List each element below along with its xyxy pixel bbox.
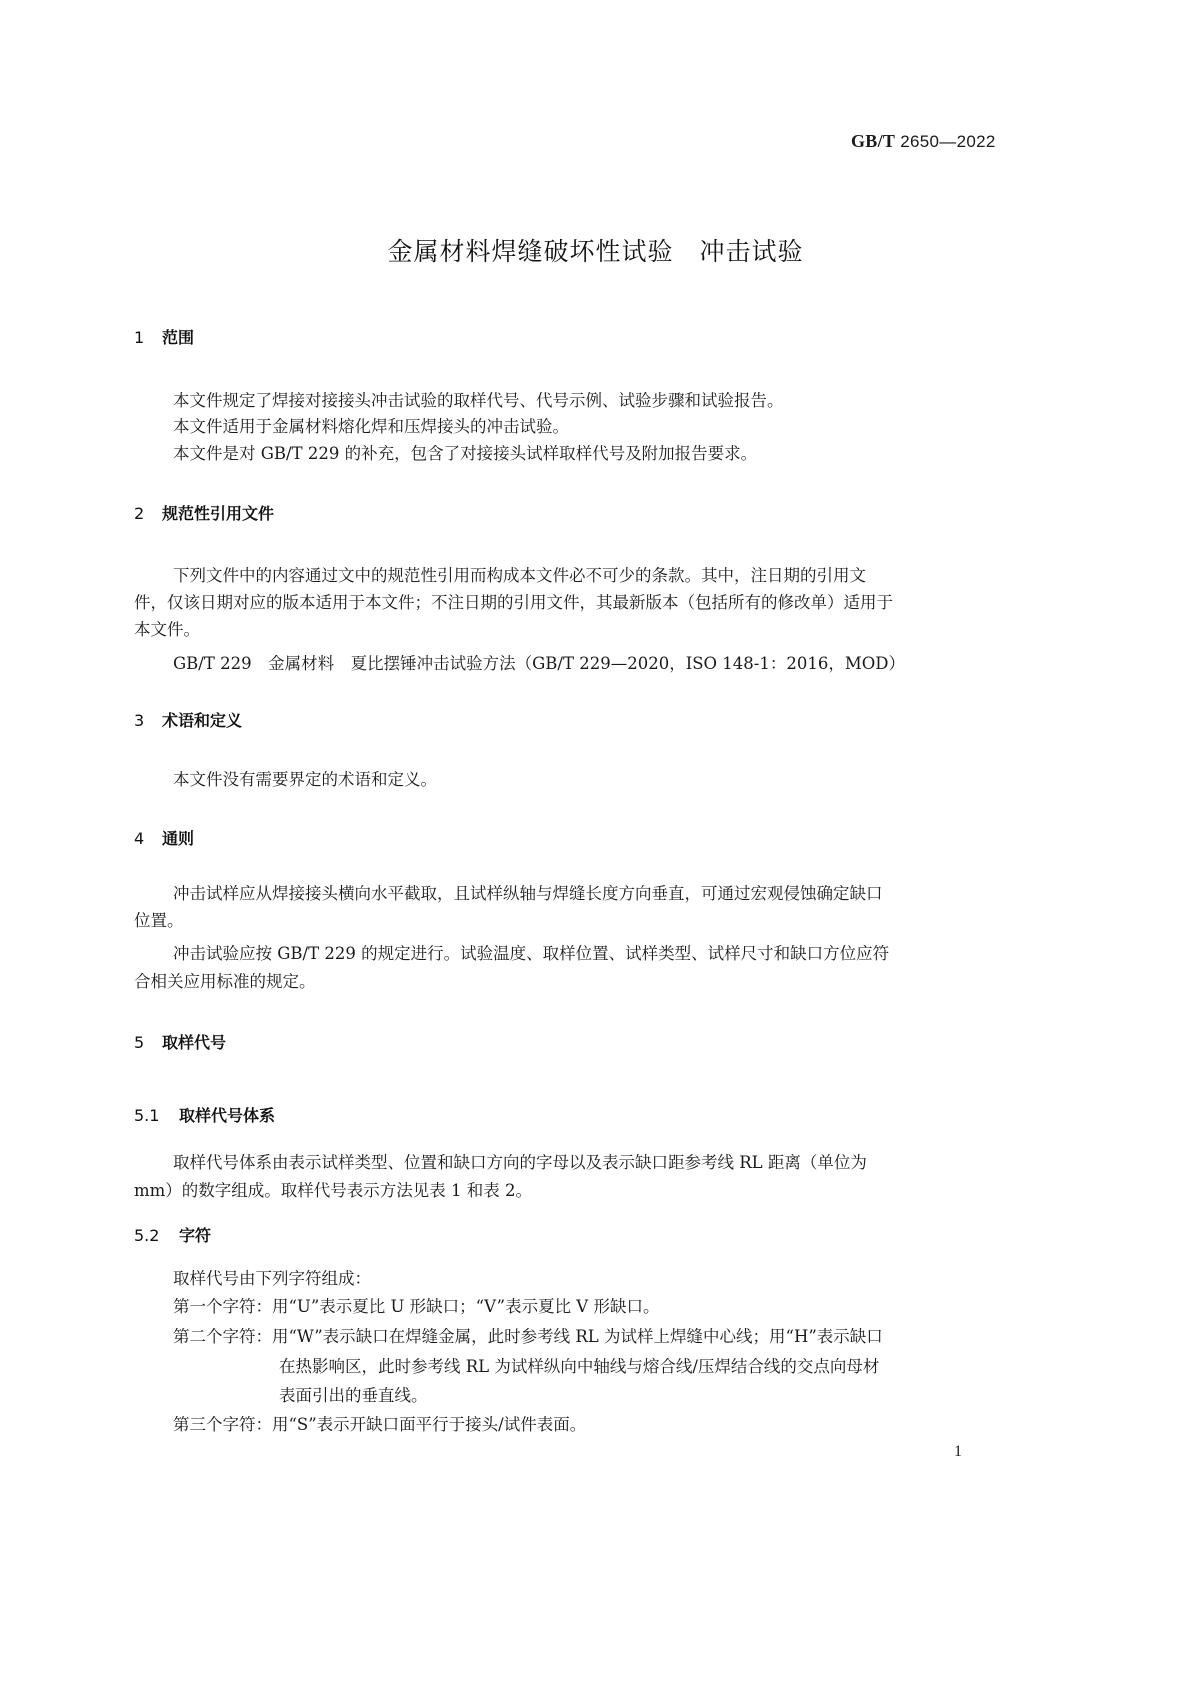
document-title: 金属材料焊缝破坏性试验 冲击试验 — [387, 237, 804, 266]
item-continuation: 在热影响区，此时参考线 RL 为试样纵向中轴线与熔合线/压焊结合线的交点向母材 — [279, 1357, 880, 1376]
paragraph: mm）的数字组成。取样代号表示方法见表 1 和表 2。 — [134, 1181, 533, 1200]
paragraph: 冲击试验应按 GB/T 229 的规定进行。试验温度、取样位置、试样类型、试样尺寸和缺口方位应符 — [173, 944, 890, 963]
paragraph: 本文件适用于金属材料熔化焊和压焊接头的冲击试验。 — [173, 417, 569, 436]
section-number: 1 — [134, 328, 145, 347]
section-number: 2 — [134, 504, 145, 523]
paragraph: 合相关应用标准的规定。 — [134, 972, 316, 991]
subsection-title: 取样代号体系 — [179, 1106, 276, 1125]
section-number: 5 — [134, 1033, 145, 1052]
paragraph: 件，仅该日期对应的版本适用于本文件；不注日期的引用文件，其最新版本（包括所有的修改单）适用于 — [134, 593, 893, 612]
paragraph: 冲击试样应从焊接接头横向水平截取，且试样纵轴与焊缝长度方向垂直，可通过宏观侵蚀确定缺口 — [173, 884, 883, 903]
section-2-heading — [134, 501, 274, 524]
item-text: 用“S”表示开缺口面平行于接头/试件表面。 — [272, 1415, 587, 1434]
paragraph: 本文件是对 GB/T 229 的补充，包含了对接接头试样取样代号及附加报告要求。 — [173, 444, 758, 463]
item-continuation: 表面引出的垂直线。 — [279, 1386, 428, 1405]
standard-number: 2650—2022 — [900, 132, 996, 151]
item-text: 用“U”表示夏比 U 形缺口；“V”表示夏比 V 形缺口。 — [272, 1297, 660, 1316]
paragraph: 取样代号由下列字符组成： — [173, 1269, 371, 1288]
character-item-3 — [173, 1411, 586, 1435]
section-number: 3 — [134, 711, 145, 730]
section-title: 范围 — [162, 328, 195, 347]
paragraph: 本文件。 — [134, 620, 200, 639]
item-label: 第二个字符： — [173, 1327, 272, 1346]
subsection-number: 5.2 — [134, 1226, 160, 1245]
section-5-heading — [134, 1030, 226, 1053]
paragraph: 下列文件中的内容通过文中的规范性引用而构成本文件必不可少的条款。其中，注日期的引用文 — [173, 566, 866, 585]
page-number: 1 — [954, 1443, 962, 1460]
section-title: 通则 — [162, 829, 195, 848]
standard-code — [851, 131, 996, 152]
section-title: 规范性引用文件 — [162, 504, 275, 523]
section-title: 取样代号 — [162, 1033, 227, 1052]
standard-prefix: GB/T — [851, 131, 896, 151]
section-4-heading — [134, 826, 194, 849]
section-title: 术语和定义 — [162, 711, 243, 730]
item-text: 用“W”表示缺口在焊缝金属，此时参考线 RL 为试样上焊缝中心线；用“H”表示缺口 — [272, 1327, 883, 1346]
paragraph: 本文件没有需要界定的术语和定义。 — [173, 770, 437, 789]
paragraph: 位置。 — [134, 911, 184, 930]
section-3-heading — [134, 708, 242, 731]
character-item-1 — [173, 1293, 659, 1317]
subsection-5-2-heading — [134, 1223, 211, 1246]
section-number: 4 — [134, 829, 145, 848]
item-label: 第三个字符： — [173, 1415, 272, 1434]
normative-reference: GB/T 229 金属材料 夏比摆锤冲击试验方法（GB/T 229—2020，ISO 148-1：2016，MOD） — [173, 654, 906, 673]
character-item-2 — [173, 1323, 883, 1347]
subsection-5-1-heading — [134, 1103, 275, 1126]
item-label: 第一个字符： — [173, 1297, 272, 1316]
paragraph: 本文件规定了焊接对接接头冲击试验的取样代号、代号示例、试验步骤和试验报告。 — [173, 391, 784, 410]
paragraph: 取样代号体系由表示试样类型、位置和缺口方向的字母以及表示缺口距参考线 RL 距离（单位为 — [173, 1153, 867, 1172]
subsection-title: 字符 — [179, 1226, 212, 1245]
subsection-number: 5.1 — [134, 1106, 160, 1125]
section-1-heading — [134, 325, 194, 348]
